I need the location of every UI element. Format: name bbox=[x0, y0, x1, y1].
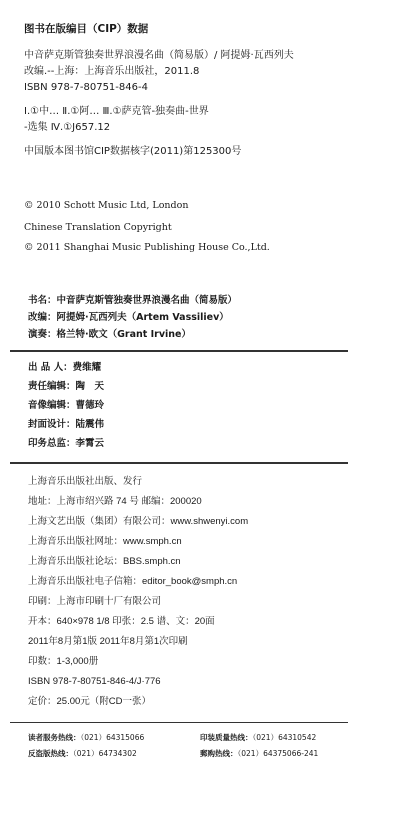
cip-number: 中国版本图书馆CIP数据核字(2011)第125300号 bbox=[24, 146, 242, 157]
performer-value: 格兰特·欧文（Grant Irvine） bbox=[56, 329, 192, 340]
staff-value: 陆震伟 bbox=[75, 419, 105, 430]
publisher-line: 上海文艺出版（集团）有限公司：www.shwenyi.com bbox=[28, 516, 249, 527]
publisher-line: 印数：1-3,000册 bbox=[28, 656, 99, 667]
publisher-line: 上海音乐出版社网址：www.smph.cn bbox=[28, 536, 182, 547]
classification-line: -选集 Ⅳ.①J657.12 bbox=[24, 122, 111, 133]
staff-row bbox=[28, 436, 104, 452]
publisher-line: 地址：上海市绍兴路 74 号 邮编：200020 bbox=[28, 496, 202, 507]
divider bbox=[10, 350, 348, 352]
cip-line: ISBN 978-7-80751-846-4 bbox=[24, 82, 148, 93]
staff-label: 出 品 人： bbox=[28, 362, 73, 373]
book-title-label: 书名： bbox=[28, 295, 57, 306]
arranger-row bbox=[28, 310, 229, 326]
cip-line: 中音萨克斯管独奏世界浪漫名曲（简易版）/ 阿提姆·瓦西列夫 bbox=[24, 50, 294, 61]
hotline-row bbox=[28, 748, 137, 760]
hotline-value: （021）64734302 bbox=[73, 749, 137, 758]
staff-value: 李霄云 bbox=[75, 438, 105, 449]
staff-label: 责任编辑： bbox=[28, 381, 76, 392]
staff-row bbox=[28, 379, 104, 395]
hotline-label: 反盗版热线： bbox=[28, 749, 73, 758]
staff-label: 封面设计： bbox=[28, 419, 76, 430]
hotline-row bbox=[200, 732, 316, 744]
cip-line: 改编.--上海：上海音乐出版社，2011.8 bbox=[24, 66, 200, 77]
staff-label: 音像编辑： bbox=[28, 400, 76, 411]
publisher-line: 定价：25.00元（附CD一张） bbox=[28, 696, 151, 707]
hotline-label: 读者服务热线： bbox=[28, 733, 81, 742]
staff-row bbox=[28, 417, 104, 433]
arranger-label: 改编： bbox=[28, 312, 57, 323]
publisher-line: 印刷：上海市印刷十厂有限公司 bbox=[28, 596, 162, 607]
staff-value: 费维耀 bbox=[72, 362, 102, 373]
hotline-value: （021）64375066-241 bbox=[237, 749, 319, 758]
arranger-value: 阿提姆·瓦西列夫（Artem Vassiliev） bbox=[56, 312, 229, 323]
hotline-value: （021）64310542 bbox=[252, 733, 317, 742]
publisher-line: 上海音乐出版社出版、发行 bbox=[28, 476, 143, 487]
staff-value: 曹德玲 bbox=[75, 400, 105, 411]
cip-heading: 图书在版编目（CIP）数据 bbox=[24, 23, 149, 35]
hotline-label: 印装质量热线： bbox=[200, 733, 253, 742]
hotline-row bbox=[200, 748, 318, 760]
hotline-row bbox=[28, 732, 144, 744]
publisher-line: 上海音乐出版社电子信箱：editor_book@smph.cn bbox=[28, 576, 238, 587]
staff-value: 陶 天 bbox=[75, 381, 105, 392]
hotline-label: 郵购热线： bbox=[200, 749, 238, 758]
staff-label: 印务总监： bbox=[28, 438, 76, 449]
divider bbox=[10, 722, 348, 723]
copyright-line: © 2010 Schott Music Ltd, London bbox=[24, 200, 189, 211]
performer-row bbox=[28, 327, 191, 343]
publisher-line: 上海音乐出版社论坛：BBS.smph.cn bbox=[28, 556, 181, 567]
copyright-line: Chinese Translation Copyright bbox=[24, 222, 172, 233]
book-title-row bbox=[28, 293, 237, 309]
performer-label: 演奏： bbox=[28, 329, 57, 340]
staff-row bbox=[28, 360, 101, 376]
hotline-value: （021）64315066 bbox=[80, 733, 145, 742]
book-title-value: 中音萨克斯管独奏世界浪漫名曲（简易版） bbox=[56, 295, 238, 306]
publisher-line: 开本：640×978 1/8 印张：2.5 谱、文：20面 bbox=[28, 616, 215, 627]
divider bbox=[10, 462, 348, 464]
publisher-line: ISBN 978-7-80751-846-4/J·776 bbox=[28, 676, 161, 687]
publisher-line: 2011年8月第1版 2011年8月第1次印刷 bbox=[28, 636, 188, 647]
staff-row bbox=[28, 398, 104, 414]
classification-line: Ⅰ.①中… Ⅱ.①阿… Ⅲ.①萨克管-独奏曲-世界 bbox=[24, 106, 209, 117]
copyright-line: © 2011 Shanghai Music Publishing House Co.,Ltd. bbox=[24, 242, 270, 253]
